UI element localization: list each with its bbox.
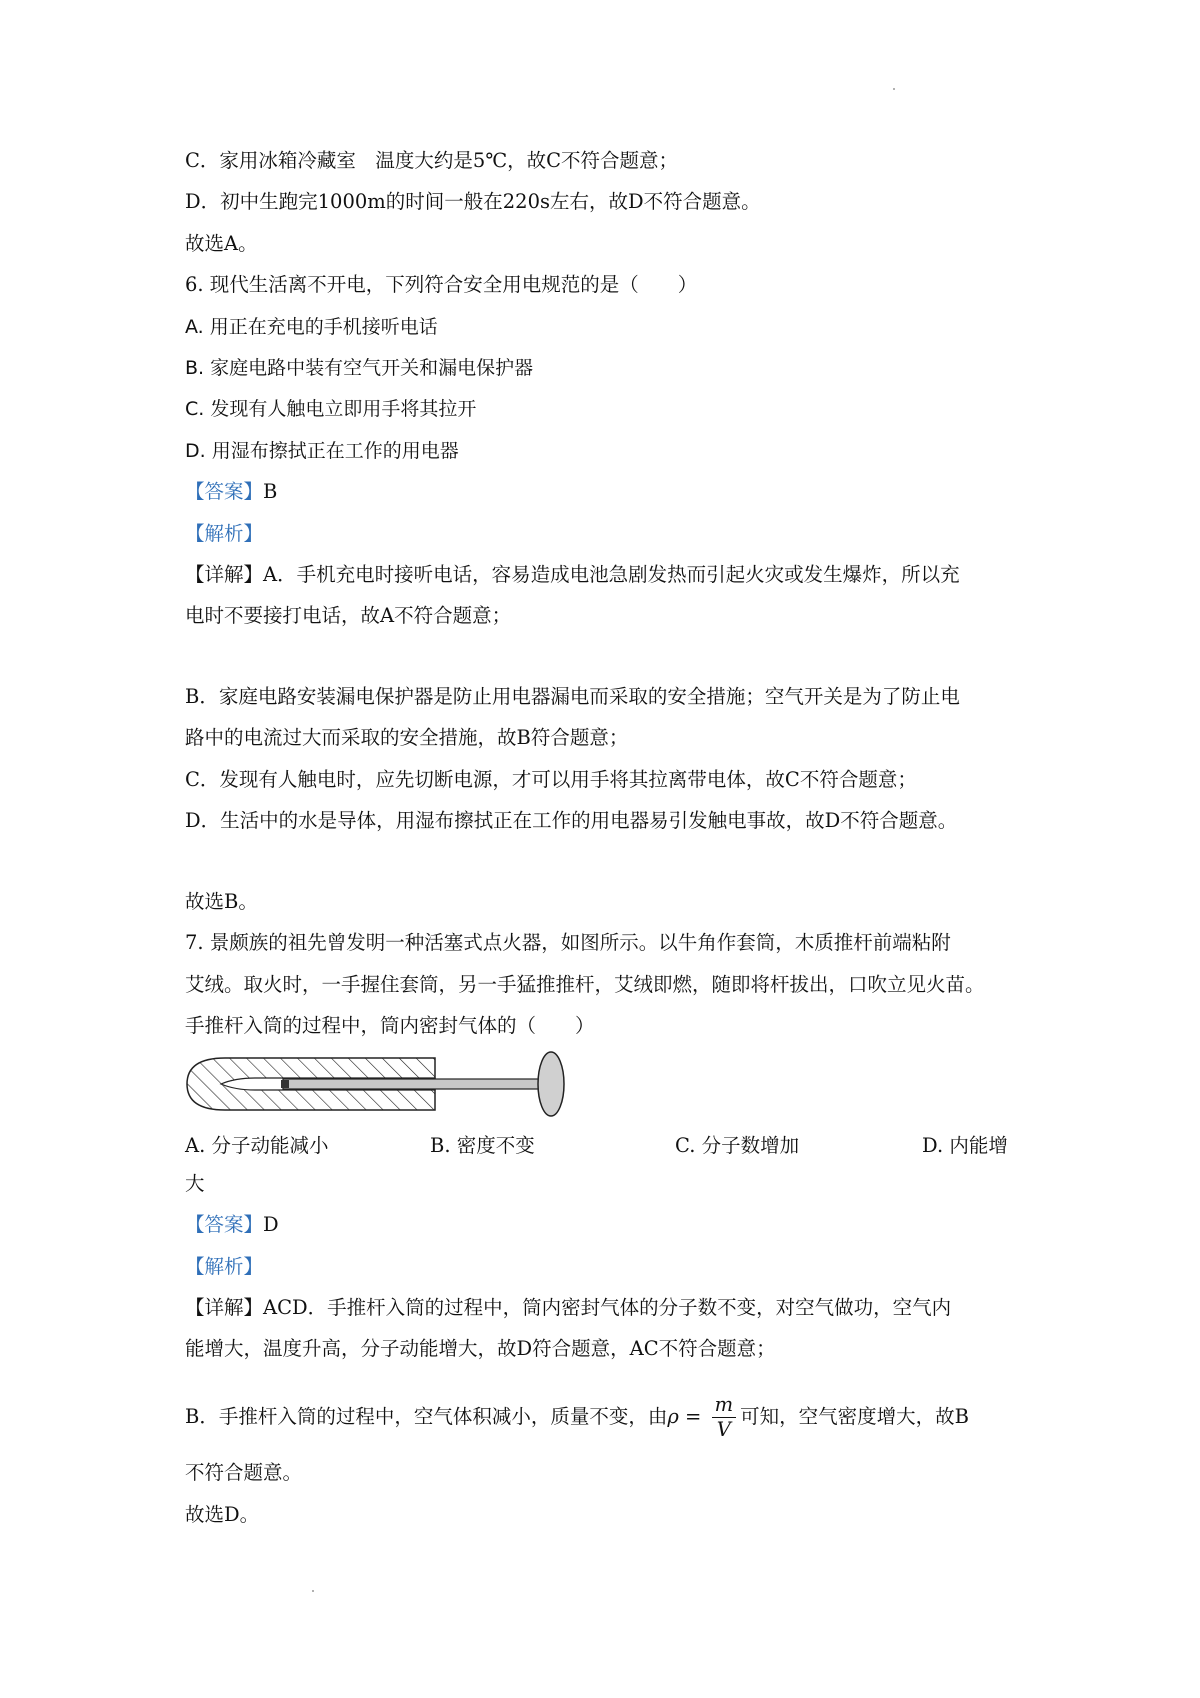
answer-label: 【答案】 [185, 480, 264, 503]
question-7-option-a: A. 分子动能减小 [185, 1134, 329, 1157]
question-6-option-d: D. 用湿布擦拭正在工作的用电器 [185, 440, 459, 462]
fraction-denominator: V [716, 1418, 731, 1441]
rod-handle [538, 1052, 564, 1116]
question-7-answer [185, 1212, 279, 1238]
answer-value: B [263, 480, 278, 503]
question-7-stem-1: 7. 景颇族的祖先曾发明一种活塞式点火器，如图所示。以牛角作套筒，木质推杆前端粘附 [185, 931, 951, 954]
text-line-d-option-analysis: D．初中生跑完1000m的时间一般在220s左右，故D不符合题意。 [185, 190, 761, 213]
answer-label: 【答案】 [185, 1213, 264, 1236]
question-6-answer [185, 479, 277, 505]
moxa-tinder [281, 1080, 289, 1088]
question-6-analysis-label: 【解析】 [185, 522, 264, 545]
question-7-stem-3: 手推杆入筒的过程中，筒内密封气体的（ ） [185, 1014, 595, 1037]
question-7-choose-d: 故选D。 [185, 1503, 260, 1526]
equals-sign: = [678, 1405, 708, 1428]
scan-dot-top [893, 88, 895, 90]
question-6-stem: 6. 现代生活离不开电，下列符合安全用电规范的是（ ） [185, 273, 698, 296]
detail-b-prefix: B．手推杆入筒的过程中，空气体积减小，质量不变，由 [185, 1405, 668, 1428]
text-line-c-option-analysis: C．家用冰箱冷藏室 温度大约是5℃，故C不符合题意； [185, 149, 679, 172]
scan-dot-bottom [312, 1590, 314, 1592]
text-line-choose-a: 故选A。 [185, 232, 258, 255]
question-7-detail-1 [185, 1295, 951, 1321]
piston-igniter-figure [185, 1048, 570, 1120]
question-7-option-d: D. 内能增 [922, 1134, 1008, 1157]
detail-text: ACD．手推杆入筒的过程中，筒内密封气体的分子数不变，对空气做功，空气内 [263, 1296, 952, 1319]
detail-b-suffix: 可知，空气密度增大，故B [740, 1405, 969, 1428]
question-7-detail-2: 能增大，温度升高，分子动能增大，故D符合题意，AC不符合题意； [185, 1337, 776, 1360]
detail-text: A．手机充电时接听电话，容易造成电池急剧发热而引起火灾或发生爆炸，所以充 [263, 563, 960, 586]
question-6-detail-b-1: B．家庭电路安装漏电保护器是防止用电器漏电而采取的安全措施；空气开关是为了防止电 [185, 685, 960, 708]
density-fraction [712, 1393, 737, 1442]
question-7-detail-b-2: 不符合题意。 [185, 1461, 303, 1484]
question-7-option-b: B. 密度不变 [430, 1134, 535, 1157]
answer-value: D [263, 1213, 279, 1236]
question-7-stem-2: 艾绒。取火时，一手握住套筒，另一手猛推推杆，艾绒即燃，随即将杆拔出，口吹立见火苗。 [185, 973, 985, 996]
push-rod [283, 1079, 543, 1089]
fraction-numerator: m [712, 1393, 737, 1418]
question-6-detail-c: C．发现有人触电时，应先切断电源，才可以用手将其拉离带电体，故C不符合题意； [185, 768, 917, 791]
question-7-analysis-label: 【解析】 [185, 1255, 264, 1278]
detail-label: 【详解】 [185, 1296, 264, 1319]
detail-label: 【详解】 [185, 563, 264, 586]
question-6-option-c: C. 发现有人触电立即用手将其拉开 [185, 398, 477, 420]
question-6-detail-b-2: 路中的电流过大而采取的安全措施，故B符合题意； [185, 726, 629, 749]
question-6-detail-d: D．生活中的水是导体，用湿布擦拭正在工作的用电器易引发触电事故，故D不符合题意。 [185, 809, 958, 832]
question-6-detail-2: 电时不要接打电话，故A不符合题意； [185, 604, 512, 627]
question-6-option-b: B. 家庭电路中装有空气开关和漏电保护器 [185, 357, 534, 379]
question-7-detail-b-1 [185, 1392, 969, 1442]
question-7-option-d-cont: 大 [185, 1172, 205, 1195]
question-6-choose-b: 故选B。 [185, 890, 258, 913]
question-7-options [185, 1130, 1035, 1156]
question-6-option-a: A. 用正在充电的手机接听电话 [185, 316, 438, 338]
question-6-detail-1 [185, 562, 960, 588]
question-7-option-c: C. 分子数增加 [675, 1134, 800, 1157]
rho-symbol: ρ [667, 1405, 679, 1428]
